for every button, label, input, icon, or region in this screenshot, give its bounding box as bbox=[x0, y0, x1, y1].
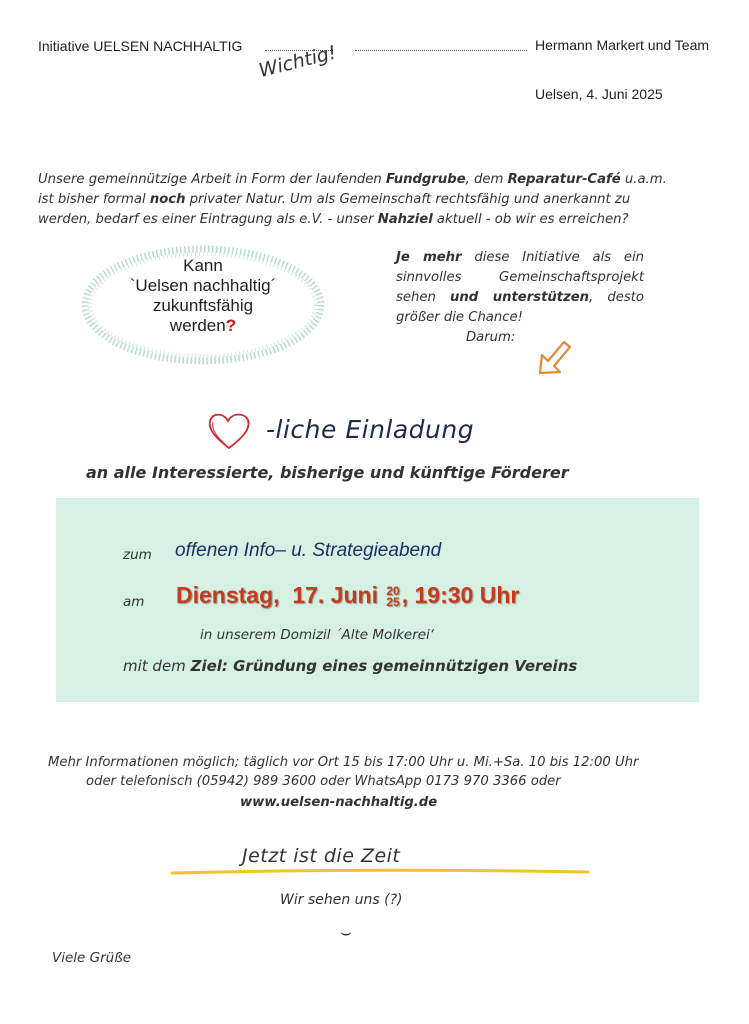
header-dotted-line bbox=[355, 50, 527, 51]
yellow-underline bbox=[170, 866, 590, 878]
smiley-icon: ⌣ bbox=[340, 922, 352, 942]
arrow-down-left-icon bbox=[535, 336, 575, 378]
cloud-question: Kann `Uelsen nachhaltig´ zukunftsfähig werden? bbox=[129, 256, 277, 335]
greeting-signoff: Viele Grüße bbox=[52, 950, 132, 966]
info-contact: oder telefonisch (05942) 989 3600 oder WhatsApp 0173 970 3366 oder bbox=[86, 774, 561, 789]
letter-date: Uelsen, 4. Juni 2025 bbox=[535, 86, 663, 102]
wichtig-note: Wichtig! bbox=[256, 41, 339, 82]
event-name: offenen Info– u. Strategieabend bbox=[175, 540, 442, 561]
zum-label: zum bbox=[123, 547, 152, 563]
invitation-title: -liche Einladung bbox=[266, 415, 475, 444]
invitation-subtitle: an alle Interessierte, bisherige und künftige Förderer bbox=[86, 463, 569, 482]
event-goal: mit dem Ziel: Gründung eines gemeinnützigen Vereins bbox=[123, 657, 578, 675]
wir-sehen-uns: Wir sehen uns (?) bbox=[280, 892, 403, 908]
am-label: am bbox=[123, 594, 145, 610]
jetzt-ist-die-zeit: Jetzt ist die Zeit bbox=[242, 845, 401, 867]
initiative-name: Initiative UELSEN NACHHALTIG bbox=[38, 38, 243, 54]
info-hours: Mehr Informationen möglich; täglich vor Ort 15 bis 17:00 Uhr u. Mi.+Sa. 10 bis 12:00 Uhr bbox=[48, 755, 639, 770]
team-name: Hermann Markert und Team bbox=[535, 37, 710, 53]
event-place: in unserem Domizil ´Alte Molkerei‘ bbox=[200, 627, 435, 643]
event-datetime: Dienstag, 17. Juni 20 25, 19:30 Uhr bbox=[176, 582, 520, 609]
intro-paragraph: Unsere gemeinnützige Arbeit in Form der laufenden Fundgrube, dem Reparatur-Café u.a.m. ist bisher formal noch privater Natur. Um als Gemeinschaft rechtsfähig und anerkannt zu werden, bedarf es einer Eintragung als e.V. - unser Nahziel aktuell - ob wir es erreichen? bbox=[38, 172, 667, 227]
website-link[interactable]: www.uelsen-nachhaltig.de bbox=[240, 795, 438, 810]
darum-label: Darum: bbox=[466, 330, 516, 345]
chance-paragraph: Je mehr diese Initiative als ein sinnvolles Gemeinschaftsprojekt sehen und unterstützen, desto größer die Chance! bbox=[396, 250, 644, 325]
heart-icon bbox=[206, 410, 252, 452]
